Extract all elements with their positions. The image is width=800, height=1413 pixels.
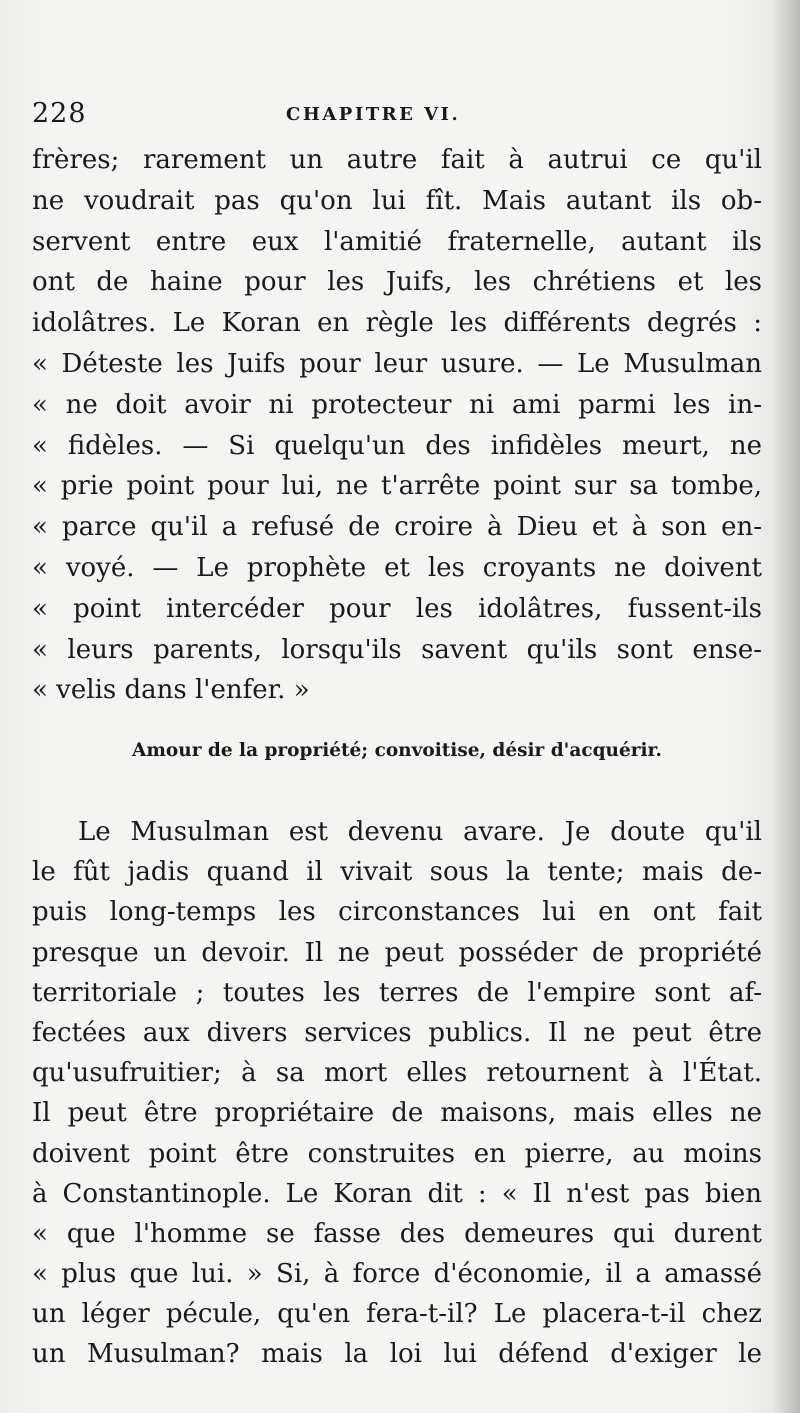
running-title: CHAPITRE VI. xyxy=(286,104,461,125)
text-line: Le Musulman est devenu avare. Je doute qu'il xyxy=(78,817,762,847)
paragraph-1 xyxy=(32,140,762,711)
text-line: « leurs parents, lorsqu'ils savent qu'ils sont ense- xyxy=(32,634,762,665)
text-line: Il peut être propriétaire de maisons, mais elles ne xyxy=(32,1098,762,1129)
text-line: idolâtres. Le Koran en règle les différents degrés : xyxy=(32,308,762,339)
text-line: « prie point pour lui, ne t'arrête point sur sa tombe, xyxy=(32,471,762,502)
text-line: à Constantinople. Le Koran dit : « Il n'est pas bien xyxy=(32,1178,762,1209)
text-line: un Musulman? mais la loi lui défend d'exiger le xyxy=(32,1339,762,1370)
text-line: « plus que lui. » Si, à force d'économie, il a amassé xyxy=(32,1259,762,1290)
text-line: doivent point être construites en pierre, au moins xyxy=(32,1138,762,1169)
text-line: qu'usufruitier; à sa mort elles retournent à l'État. xyxy=(32,1058,762,1089)
text-line: « voyé. — Le prophète et les croyants ne doivent xyxy=(32,552,762,583)
text-line: « que l'homme se fasse des demeures qui durent xyxy=(32,1218,762,1249)
page-header xyxy=(32,98,762,138)
text-line: territoriale ; toutes les terres de l'empire sont af- xyxy=(32,977,762,1008)
text-line: « ne doit avoir ni protecteur ni ami parmi les in- xyxy=(32,389,762,420)
text-line: « point intercéder pour les idolâtres, fussent-ils xyxy=(32,593,762,624)
text-line: « fidèles. — Si quelqu'un des infidèles meurt, ne xyxy=(32,430,762,461)
text-line: le fût jadis quand il vivait sous la tente; mais de- xyxy=(32,857,762,888)
text-line: un léger pécule, qu'en fera-t-il? Le placera-t-il chez xyxy=(32,1299,762,1330)
text-line: « Déteste les Juifs pour leur usure. — Le Musulman xyxy=(32,348,762,379)
text-line: puis long-temps les circonstances lui en ont fait xyxy=(32,897,762,928)
text-line: ne voudrait pas qu'on lui fît. Mais autant ils ob- xyxy=(32,185,762,216)
text-line: frères; rarement un autre fait à autrui ce qu'il xyxy=(32,145,762,175)
text-line: fectées aux divers services publics. Il ne peut être xyxy=(32,1017,762,1048)
text-line: presque un devoir. Il ne peut posséder de propriété xyxy=(32,937,762,968)
text-line: « velis dans l'enfer. » xyxy=(32,675,310,706)
page-gutter-shadow xyxy=(772,0,800,1413)
page-number: 228 xyxy=(32,98,87,129)
text-line: servent entre eux l'amitié fraternelle, autant ils xyxy=(32,226,762,257)
text-line: « parce qu'il a refusé de croire à Dieu et à son en- xyxy=(32,512,762,543)
section-heading: Amour de la propriété; convoitise, désir d'acquérir. xyxy=(131,740,662,761)
text-line: ont de haine pour les Juifs, les chrétiens et les xyxy=(32,267,762,298)
paragraph-2 xyxy=(32,812,762,1375)
